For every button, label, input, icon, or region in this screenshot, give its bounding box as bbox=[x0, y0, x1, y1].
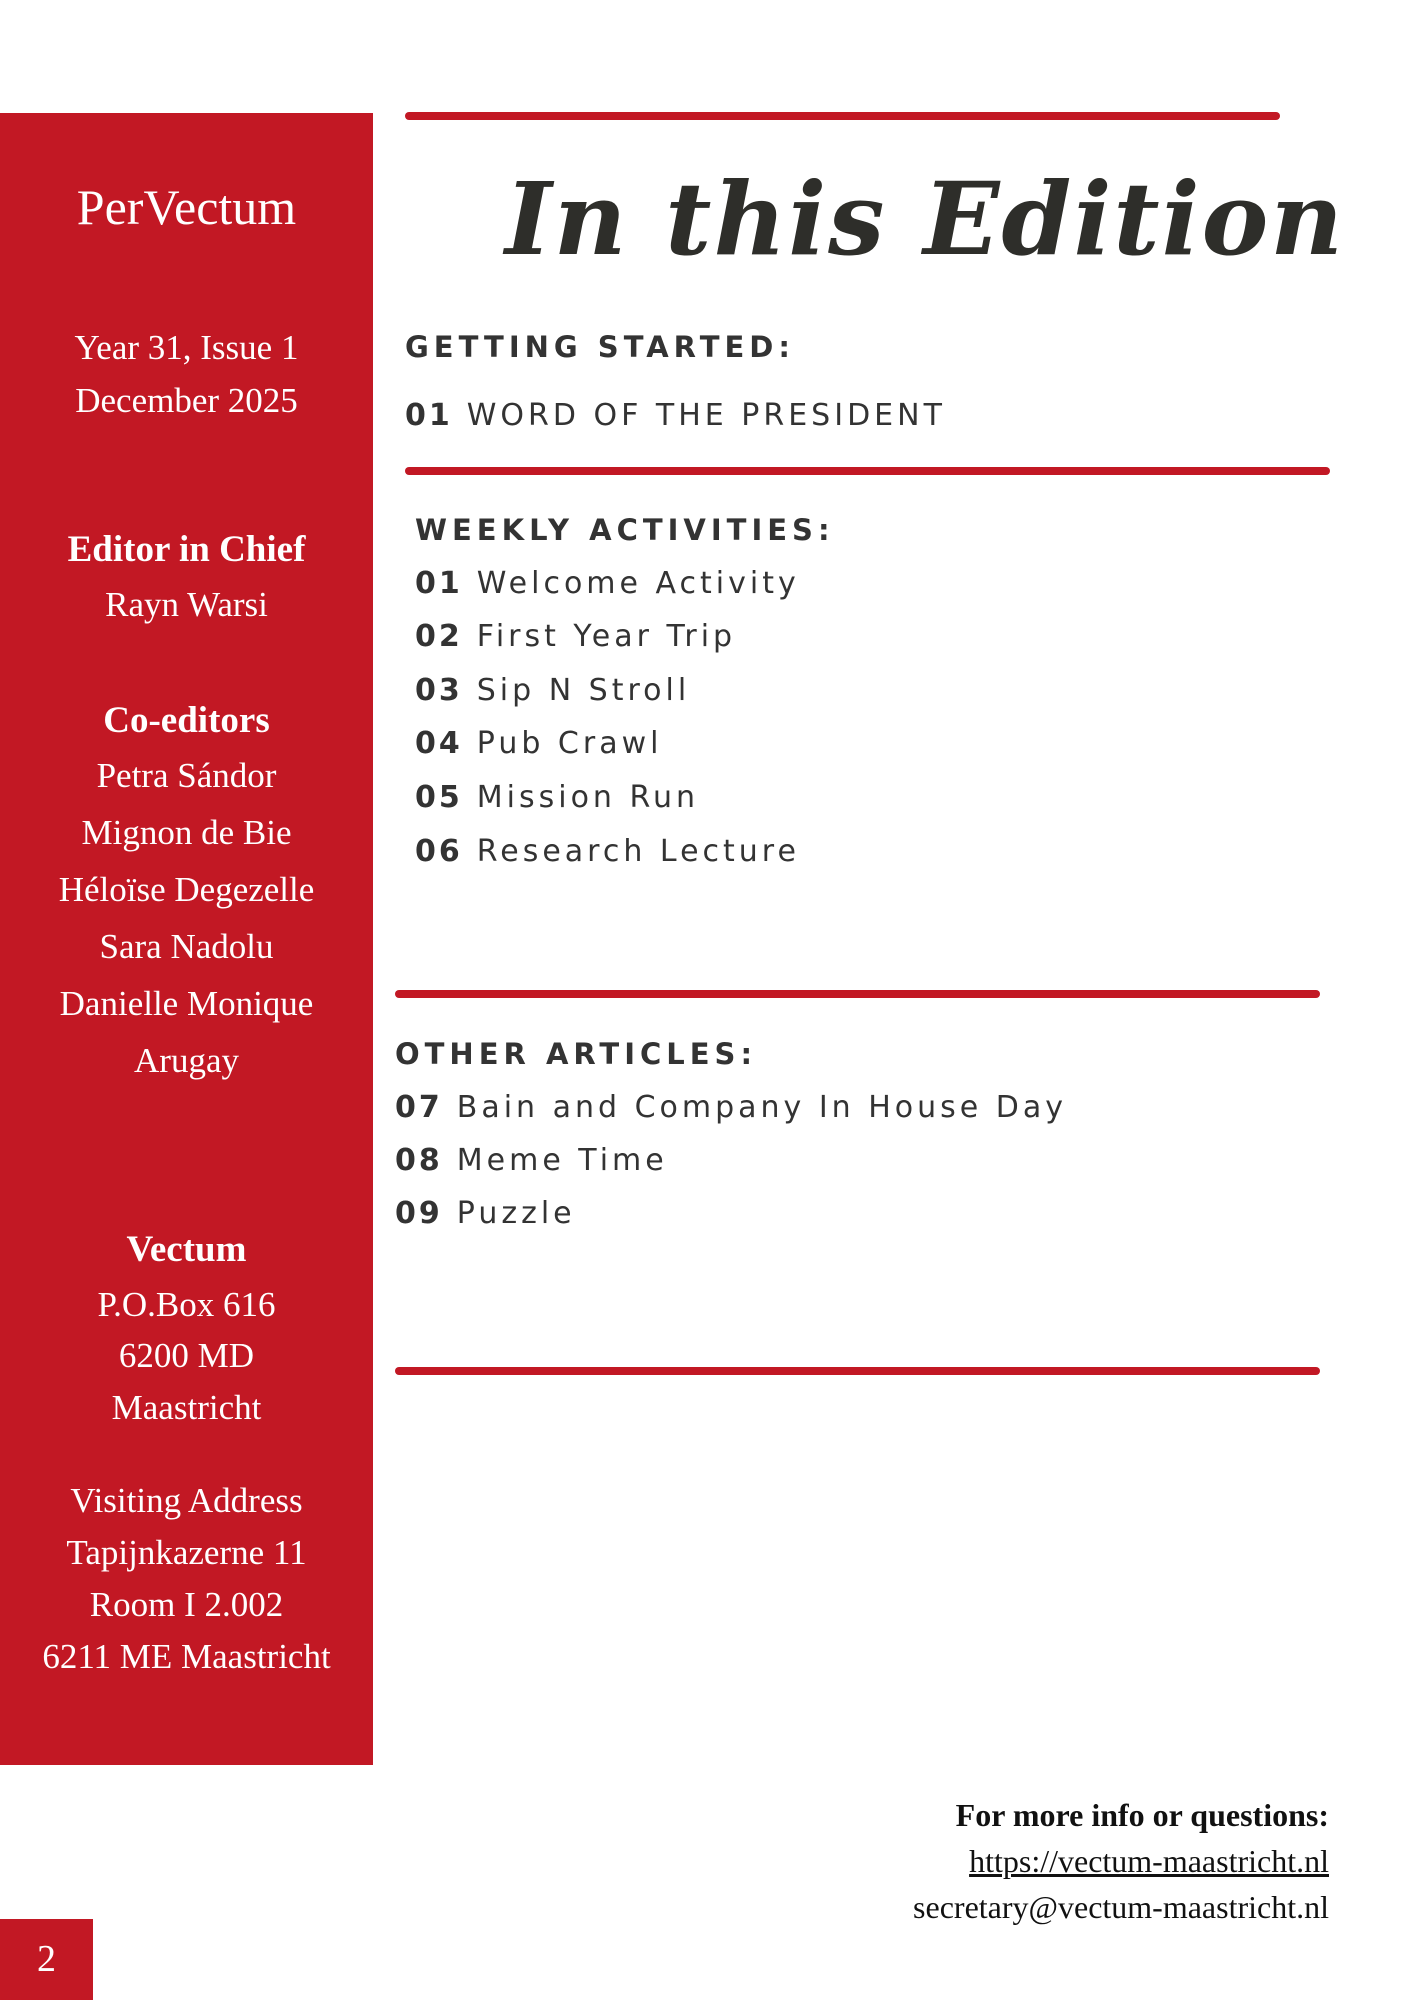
toc-item-number: 02 bbox=[415, 619, 463, 654]
toc-item[interactable] bbox=[415, 726, 662, 761]
contact-email[interactable]: secretary@vectum-maastricht.nl bbox=[913, 1889, 1329, 1925]
toc-item-number: 05 bbox=[415, 780, 463, 815]
toc-item[interactable] bbox=[415, 834, 800, 869]
toc-item-label: Meme Time bbox=[456, 1143, 668, 1178]
toc-item-label: Mission Run bbox=[476, 780, 699, 815]
section-divider bbox=[395, 1367, 1320, 1375]
toc-item-number: 06 bbox=[415, 834, 463, 869]
coeditor-name: Arugay bbox=[134, 1041, 239, 1080]
visiting-address-line: Visiting Address bbox=[70, 1481, 303, 1520]
toc-item-label: First Year Trip bbox=[476, 619, 737, 654]
coeditor-name: Petra Sándor bbox=[96, 756, 277, 795]
toc-item-number: 01 bbox=[405, 398, 453, 433]
toc-item-number: 07 bbox=[395, 1090, 443, 1125]
toc-item-label: Research Lecture bbox=[476, 834, 800, 869]
visiting-address-line: 6211 ME Maastricht bbox=[42, 1637, 331, 1676]
toc-item[interactable] bbox=[415, 673, 690, 708]
top-divider bbox=[405, 112, 1280, 120]
editor-name: Rayn Warsi bbox=[105, 585, 268, 624]
toc-item-number: 03 bbox=[415, 673, 463, 708]
section-divider bbox=[405, 467, 1330, 475]
toc-item[interactable] bbox=[395, 1196, 576, 1231]
page-number-badge: 2 bbox=[0, 1919, 93, 2000]
toc-item[interactable] bbox=[415, 780, 699, 815]
toc-item-number: 01 bbox=[415, 566, 463, 601]
section-divider bbox=[395, 990, 1320, 998]
masthead-sidebar bbox=[0, 113, 373, 1765]
toc-item-label: Bain and Company In House Day bbox=[456, 1090, 1068, 1125]
toc-item[interactable] bbox=[415, 619, 736, 654]
toc-item[interactable] bbox=[415, 566, 800, 601]
coeditor-name: Mignon de Bie bbox=[81, 813, 292, 852]
toc-item-label: Pub Crawl bbox=[476, 726, 663, 761]
editor-heading: Editor in Chief bbox=[67, 529, 306, 570]
magazine-title: PerVectum bbox=[76, 179, 297, 235]
toc-item[interactable] bbox=[395, 1143, 668, 1178]
postal-address-line: 6200 MD bbox=[118, 1336, 255, 1375]
section-heading-weekly-activities: WEEKLY ACTIVITIES: bbox=[415, 513, 835, 547]
section-heading-other-articles: OTHER ARTICLES: bbox=[395, 1037, 758, 1071]
issue-number: Year 31, Issue 1 bbox=[74, 328, 299, 367]
coeditor-name: Héloïse Degezelle bbox=[58, 870, 315, 909]
section-heading-getting-started: GETTING STARTED: bbox=[405, 330, 795, 364]
organization-heading: Vectum bbox=[126, 1229, 247, 1270]
toc-item-number: 04 bbox=[415, 726, 463, 761]
coeditor-name: Sara Nadolu bbox=[99, 927, 274, 966]
toc-item-label: WORD OF THE PRESIDENT bbox=[466, 398, 946, 433]
toc-item-label: Sip N Stroll bbox=[476, 673, 691, 708]
toc-item-number: 08 bbox=[395, 1143, 443, 1178]
postal-address-line: Maastricht bbox=[111, 1388, 262, 1427]
page-title: In this Edition bbox=[505, 160, 1346, 278]
toc-item[interactable] bbox=[405, 398, 946, 433]
coeditor-name: Danielle Monique bbox=[59, 984, 314, 1023]
issue-date: December 2025 bbox=[75, 381, 298, 420]
contact-heading: For more info or questions: bbox=[955, 1797, 1329, 1833]
visiting-address-line: Room I 2.002 bbox=[89, 1585, 284, 1624]
toc-item-number: 09 bbox=[395, 1196, 443, 1231]
website-link[interactable]: https://vectum-maastricht.nl bbox=[969, 1843, 1329, 1879]
coeditors-heading: Co-editors bbox=[103, 700, 270, 741]
toc-item-label: Welcome Activity bbox=[476, 566, 800, 601]
visiting-address-line: Tapijnkazerne 11 bbox=[66, 1533, 307, 1572]
postal-address-line: P.O.Box 616 bbox=[97, 1285, 276, 1324]
toc-item[interactable] bbox=[395, 1090, 1067, 1125]
toc-item-label: Puzzle bbox=[456, 1196, 576, 1231]
